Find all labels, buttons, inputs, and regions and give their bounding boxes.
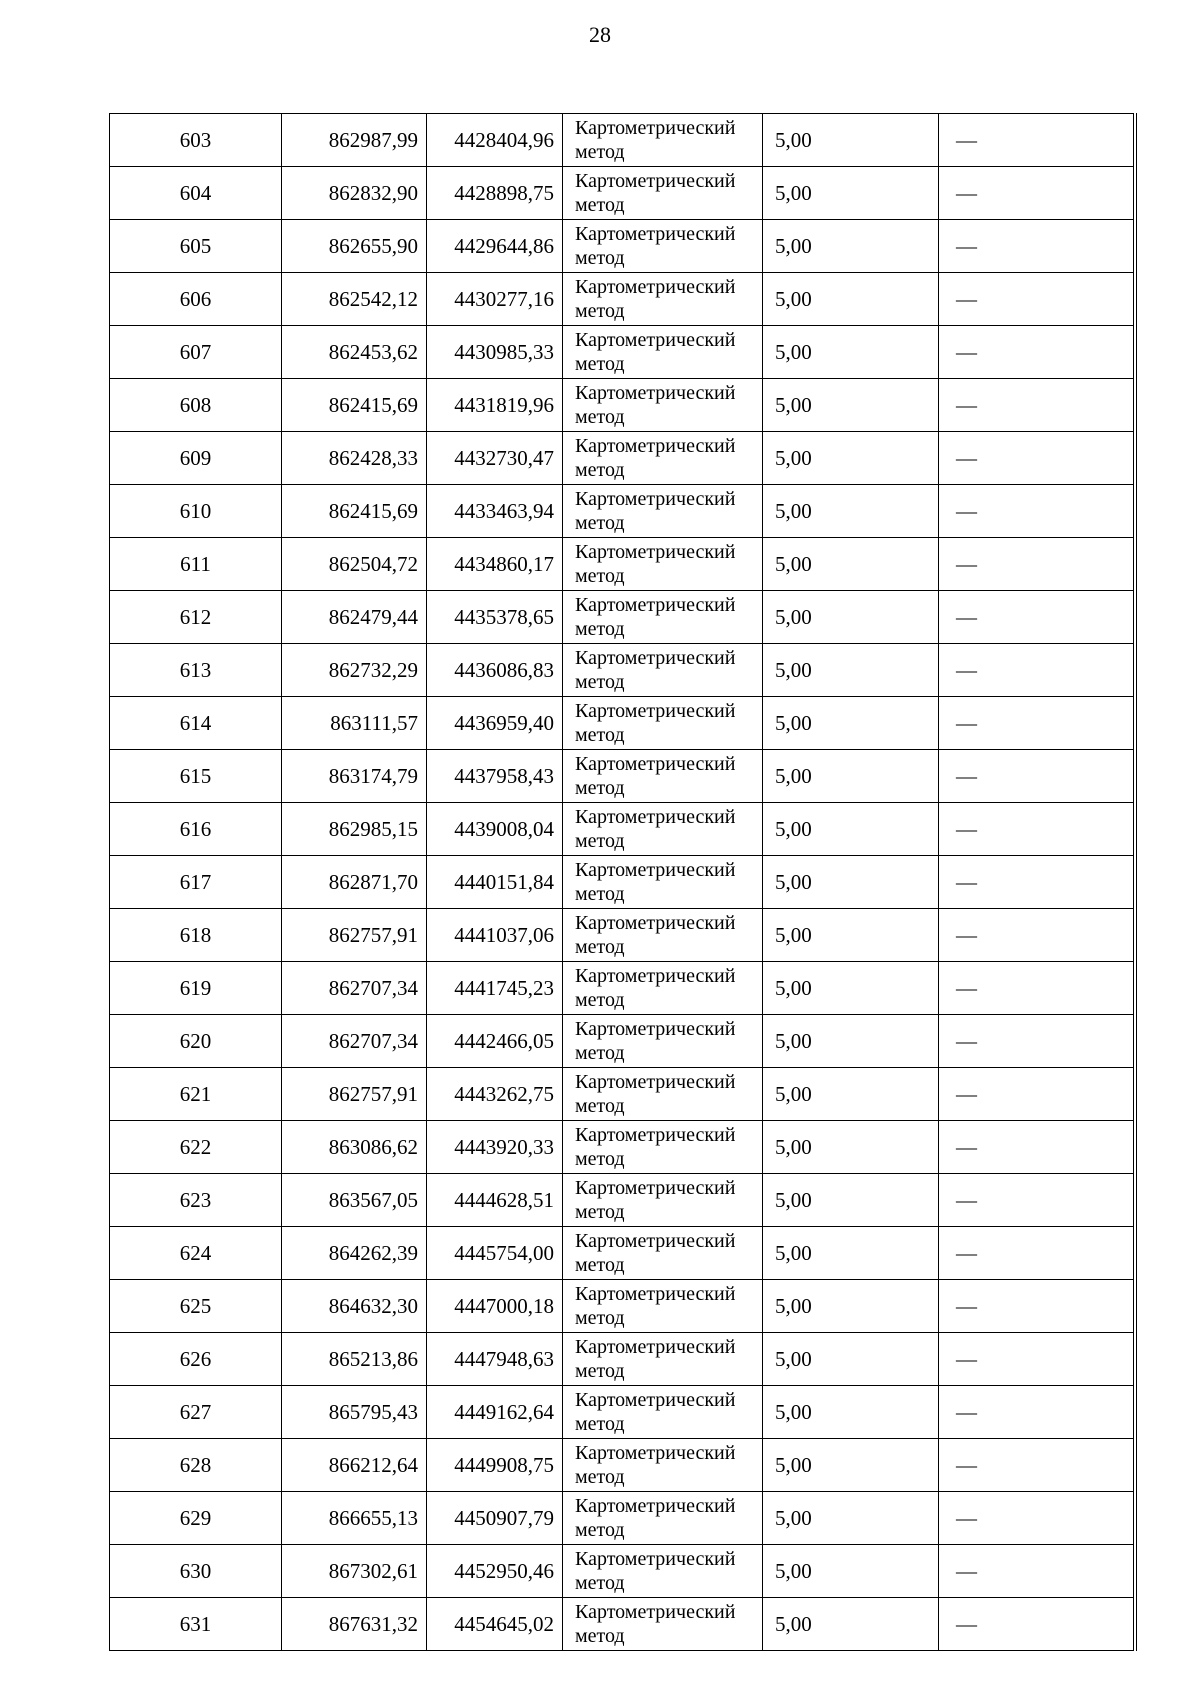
method-line-2: метод <box>575 353 625 375</box>
method-line-2: метод <box>575 883 625 905</box>
x-coordinate-cell: 862415,69 <box>282 485 427 538</box>
x-coordinate-cell: 862871,70 <box>282 856 427 909</box>
point-number-cell: 605 <box>110 220 282 273</box>
accuracy-cell: 5,00 <box>763 803 939 856</box>
y-coordinate-cell: 4430277,16 <box>427 273 563 326</box>
method-line-1: Картометрический <box>575 1336 736 1358</box>
note-cell: — <box>939 1068 1135 1121</box>
point-number-cell: 612 <box>110 591 282 644</box>
method-cell <box>563 697 763 750</box>
note-cell: — <box>939 1280 1135 1333</box>
method-line-2: метод <box>575 406 625 428</box>
method-line-1: Картометрический <box>575 382 736 404</box>
method-cell <box>563 432 763 485</box>
x-coordinate-cell: 862985,15 <box>282 803 427 856</box>
point-number-cell: 631 <box>110 1598 282 1651</box>
accuracy-cell: 5,00 <box>763 591 939 644</box>
method-cell <box>563 1280 763 1333</box>
x-coordinate-cell: 864262,39 <box>282 1227 427 1280</box>
note-cell: — <box>939 1439 1135 1492</box>
accuracy-cell: 5,00 <box>763 326 939 379</box>
y-coordinate-cell: 4447000,18 <box>427 1280 563 1333</box>
y-coordinate-cell: 4445754,00 <box>427 1227 563 1280</box>
point-number-cell: 613 <box>110 644 282 697</box>
y-coordinate-cell: 4443920,33 <box>427 1121 563 1174</box>
table-row <box>110 1174 1135 1227</box>
point-number-cell: 607 <box>110 326 282 379</box>
method-line-2: метод <box>575 247 625 269</box>
method-line-2: метод <box>575 830 625 852</box>
method-cell <box>563 856 763 909</box>
method-cell <box>563 1598 763 1651</box>
y-coordinate-cell: 4449162,64 <box>427 1386 563 1439</box>
method-line-1: Картометрический <box>575 276 736 298</box>
method-cell <box>563 114 763 167</box>
point-number-cell: 625 <box>110 1280 282 1333</box>
method-cell <box>563 1492 763 1545</box>
table-row <box>110 697 1135 750</box>
point-number-cell: 624 <box>110 1227 282 1280</box>
note-cell: — <box>939 485 1135 538</box>
method-line-1: Картометрический <box>575 1601 736 1623</box>
x-coordinate-cell: 862453,62 <box>282 326 427 379</box>
y-coordinate-cell: 4433463,94 <box>427 485 563 538</box>
method-line-2: метод <box>575 1360 625 1382</box>
method-cell <box>563 1333 763 1386</box>
x-coordinate-cell: 862542,12 <box>282 273 427 326</box>
accuracy-cell: 5,00 <box>763 1015 939 1068</box>
method-line-1: Картометрический <box>575 1177 736 1199</box>
table-row <box>110 379 1135 432</box>
method-line-2: метод <box>575 141 625 163</box>
note-cell: — <box>939 909 1135 962</box>
note-cell: — <box>939 1121 1135 1174</box>
method-line-1: Картометрический <box>575 117 736 139</box>
y-coordinate-cell: 4444628,51 <box>427 1174 563 1227</box>
accuracy-cell: 5,00 <box>763 1598 939 1651</box>
x-coordinate-cell: 866212,64 <box>282 1439 427 1492</box>
y-coordinate-cell: 4430985,33 <box>427 326 563 379</box>
method-line-1: Картометрический <box>575 1018 736 1040</box>
note-cell: — <box>939 1545 1135 1598</box>
method-cell <box>563 1068 763 1121</box>
accuracy-cell: 5,00 <box>763 538 939 591</box>
note-cell: — <box>939 962 1135 1015</box>
y-coordinate-cell: 4434860,17 <box>427 538 563 591</box>
note-cell: — <box>939 644 1135 697</box>
method-line-2: метод <box>575 1519 625 1541</box>
table-row <box>110 1439 1135 1492</box>
method-cell <box>563 538 763 591</box>
point-number-cell: 606 <box>110 273 282 326</box>
method-line-2: метод <box>575 936 625 958</box>
point-number-cell: 608 <box>110 379 282 432</box>
table-row <box>110 1068 1135 1121</box>
accuracy-cell: 5,00 <box>763 220 939 273</box>
note-cell: — <box>939 1227 1135 1280</box>
point-number-cell: 609 <box>110 432 282 485</box>
note-cell: — <box>939 1598 1135 1651</box>
y-coordinate-cell: 4431819,96 <box>427 379 563 432</box>
method-line-1: Картометрический <box>575 170 736 192</box>
method-cell <box>563 1545 763 1598</box>
table-row <box>110 220 1135 273</box>
x-coordinate-cell: 865213,86 <box>282 1333 427 1386</box>
method-line-2: метод <box>575 512 625 534</box>
method-cell <box>563 962 763 1015</box>
y-coordinate-cell: 4443262,75 <box>427 1068 563 1121</box>
x-coordinate-cell: 863111,57 <box>282 697 427 750</box>
method-line-1: Картометрический <box>575 223 736 245</box>
accuracy-cell: 5,00 <box>763 1545 939 1598</box>
method-cell <box>563 909 763 962</box>
method-line-2: метод <box>575 1042 625 1064</box>
method-cell <box>563 644 763 697</box>
note-cell: — <box>939 856 1135 909</box>
coordinates-table <box>109 113 1137 1651</box>
method-line-2: метод <box>575 1572 625 1594</box>
method-line-1: Картометрический <box>575 541 736 563</box>
table-row <box>110 750 1135 803</box>
accuracy-cell: 5,00 <box>763 1174 939 1227</box>
y-coordinate-cell: 4442466,05 <box>427 1015 563 1068</box>
accuracy-cell: 5,00 <box>763 909 939 962</box>
method-line-1: Картометрический <box>575 1230 736 1252</box>
x-coordinate-cell: 862504,72 <box>282 538 427 591</box>
table-row <box>110 962 1135 1015</box>
method-line-1: Картометрический <box>575 594 736 616</box>
method-line-2: метод <box>575 1148 625 1170</box>
x-coordinate-cell: 862832,90 <box>282 167 427 220</box>
y-coordinate-cell: 4450907,79 <box>427 1492 563 1545</box>
x-coordinate-cell: 862987,99 <box>282 114 427 167</box>
method-line-2: метод <box>575 989 625 1011</box>
note-cell: — <box>939 1015 1135 1068</box>
accuracy-cell: 5,00 <box>763 1280 939 1333</box>
method-cell <box>563 1174 763 1227</box>
table-row <box>110 273 1135 326</box>
method-line-2: метод <box>575 671 625 693</box>
note-cell: — <box>939 273 1135 326</box>
point-number-cell: 620 <box>110 1015 282 1068</box>
x-coordinate-cell: 863174,79 <box>282 750 427 803</box>
point-number-cell: 628 <box>110 1439 282 1492</box>
method-line-1: Картометрический <box>575 1124 736 1146</box>
method-cell <box>563 1386 763 1439</box>
method-cell <box>563 1439 763 1492</box>
method-line-1: Картометрический <box>575 700 736 722</box>
point-number-cell: 623 <box>110 1174 282 1227</box>
method-line-1: Картометрический <box>575 647 736 669</box>
accuracy-cell: 5,00 <box>763 697 939 750</box>
accuracy-cell: 5,00 <box>763 114 939 167</box>
point-number-cell: 621 <box>110 1068 282 1121</box>
method-line-1: Картометрический <box>575 1548 736 1570</box>
table-row <box>110 644 1135 697</box>
note-cell: — <box>939 1492 1135 1545</box>
x-coordinate-cell: 865795,43 <box>282 1386 427 1439</box>
note-cell: — <box>939 220 1135 273</box>
point-number-cell: 627 <box>110 1386 282 1439</box>
accuracy-cell: 5,00 <box>763 1227 939 1280</box>
method-cell <box>563 485 763 538</box>
method-line-1: Картометрический <box>575 1071 736 1093</box>
method-line-2: метод <box>575 1413 625 1435</box>
point-number-cell: 604 <box>110 167 282 220</box>
point-number-cell: 615 <box>110 750 282 803</box>
method-cell <box>563 1121 763 1174</box>
y-coordinate-cell: 4429644,86 <box>427 220 563 273</box>
table-row <box>110 538 1135 591</box>
y-coordinate-cell: 4436959,40 <box>427 697 563 750</box>
accuracy-cell: 5,00 <box>763 1068 939 1121</box>
note-cell: — <box>939 591 1135 644</box>
method-cell <box>563 379 763 432</box>
point-number-cell: 629 <box>110 1492 282 1545</box>
method-line-1: Картометрический <box>575 1442 736 1464</box>
note-cell: — <box>939 538 1135 591</box>
y-coordinate-cell: 4428898,75 <box>427 167 563 220</box>
table-row <box>110 1333 1135 1386</box>
x-coordinate-cell: 862757,91 <box>282 1068 427 1121</box>
point-number-cell: 617 <box>110 856 282 909</box>
accuracy-cell: 5,00 <box>763 962 939 1015</box>
method-line-1: Картометрический <box>575 753 736 775</box>
method-line-2: метод <box>575 194 625 216</box>
accuracy-cell: 5,00 <box>763 379 939 432</box>
x-coordinate-cell: 866655,13 <box>282 1492 427 1545</box>
accuracy-cell: 5,00 <box>763 750 939 803</box>
method-line-2: метод <box>575 1625 625 1647</box>
table-row <box>110 909 1135 962</box>
method-line-1: Картометрический <box>575 435 736 457</box>
point-number-cell: 619 <box>110 962 282 1015</box>
method-line-1: Картометрический <box>575 806 736 828</box>
note-cell: — <box>939 1333 1135 1386</box>
x-coordinate-cell: 862707,34 <box>282 1015 427 1068</box>
method-cell <box>563 273 763 326</box>
accuracy-cell: 5,00 <box>763 1386 939 1439</box>
y-coordinate-cell: 4449908,75 <box>427 1439 563 1492</box>
method-line-2: метод <box>575 1466 625 1488</box>
point-number-cell: 616 <box>110 803 282 856</box>
y-coordinate-cell: 4432730,47 <box>427 432 563 485</box>
table-row <box>110 114 1135 167</box>
y-coordinate-cell: 4441745,23 <box>427 962 563 1015</box>
note-cell: — <box>939 326 1135 379</box>
point-number-cell: 630 <box>110 1545 282 1598</box>
accuracy-cell: 5,00 <box>763 485 939 538</box>
accuracy-cell: 5,00 <box>763 432 939 485</box>
point-number-cell: 622 <box>110 1121 282 1174</box>
y-coordinate-cell: 4439008,04 <box>427 803 563 856</box>
table-row <box>110 591 1135 644</box>
x-coordinate-cell: 863086,62 <box>282 1121 427 1174</box>
table-row <box>110 1015 1135 1068</box>
note-cell: — <box>939 803 1135 856</box>
coordinates-table-body <box>110 114 1135 1651</box>
note-cell: — <box>939 432 1135 485</box>
method-line-2: метод <box>575 724 625 746</box>
table-row <box>110 1386 1135 1439</box>
y-coordinate-cell: 4447948,63 <box>427 1333 563 1386</box>
accuracy-cell: 5,00 <box>763 1121 939 1174</box>
method-cell <box>563 1227 763 1280</box>
method-line-1: Картометрический <box>575 1389 736 1411</box>
method-line-2: метод <box>575 1307 625 1329</box>
note-cell: — <box>939 1386 1135 1439</box>
method-line-1: Картометрический <box>575 1283 736 1305</box>
note-cell: — <box>939 114 1135 167</box>
table-row <box>110 485 1135 538</box>
method-line-2: метод <box>575 1254 625 1276</box>
note-cell: — <box>939 1174 1135 1227</box>
x-coordinate-cell: 862479,44 <box>282 591 427 644</box>
method-line-1: Картометрический <box>575 329 736 351</box>
table-row <box>110 1545 1135 1598</box>
table-row <box>110 1121 1135 1174</box>
table-row <box>110 167 1135 220</box>
x-coordinate-cell: 862757,91 <box>282 909 427 962</box>
method-cell <box>563 803 763 856</box>
method-cell <box>563 220 763 273</box>
y-coordinate-cell: 4436086,83 <box>427 644 563 697</box>
method-line-1: Картометрический <box>575 965 736 987</box>
method-cell <box>563 167 763 220</box>
x-coordinate-cell: 862428,33 <box>282 432 427 485</box>
point-number-cell: 610 <box>110 485 282 538</box>
y-coordinate-cell: 4435378,65 <box>427 591 563 644</box>
table-row <box>110 1492 1135 1545</box>
method-line-2: метод <box>575 300 625 322</box>
method-line-2: метод <box>575 459 625 481</box>
x-coordinate-cell: 867302,61 <box>282 1545 427 1598</box>
method-line-1: Картометрический <box>575 1495 736 1517</box>
point-number-cell: 614 <box>110 697 282 750</box>
accuracy-cell: 5,00 <box>763 1439 939 1492</box>
accuracy-cell: 5,00 <box>763 856 939 909</box>
point-number-cell: 618 <box>110 909 282 962</box>
method-line-2: метод <box>575 565 625 587</box>
method-cell <box>563 591 763 644</box>
method-cell <box>563 750 763 803</box>
x-coordinate-cell: 867631,32 <box>282 1598 427 1651</box>
x-coordinate-cell: 863567,05 <box>282 1174 427 1227</box>
table-row <box>110 856 1135 909</box>
point-number-cell: 603 <box>110 114 282 167</box>
x-coordinate-cell: 864632,30 <box>282 1280 427 1333</box>
accuracy-cell: 5,00 <box>763 1333 939 1386</box>
table-row <box>110 1598 1135 1651</box>
method-line-2: метод <box>575 777 625 799</box>
note-cell: — <box>939 167 1135 220</box>
accuracy-cell: 5,00 <box>763 273 939 326</box>
note-cell: — <box>939 379 1135 432</box>
method-line-1: Картометрический <box>575 859 736 881</box>
y-coordinate-cell: 4428404,96 <box>427 114 563 167</box>
x-coordinate-cell: 862415,69 <box>282 379 427 432</box>
table-row <box>110 1280 1135 1333</box>
point-number-cell: 626 <box>110 1333 282 1386</box>
method-line-2: метод <box>575 1201 625 1223</box>
method-line-1: Картометрический <box>575 488 736 510</box>
page-number: 28 <box>589 22 611 47</box>
method-cell <box>563 1015 763 1068</box>
table-row <box>110 803 1135 856</box>
y-coordinate-cell: 4437958,43 <box>427 750 563 803</box>
accuracy-cell: 5,00 <box>763 644 939 697</box>
note-cell: — <box>939 750 1135 803</box>
method-line-2: метод <box>575 618 625 640</box>
method-cell <box>563 326 763 379</box>
y-coordinate-cell: 4452950,46 <box>427 1545 563 1598</box>
note-cell: — <box>939 697 1135 750</box>
y-coordinate-cell: 4441037,06 <box>427 909 563 962</box>
table-row <box>110 1227 1135 1280</box>
point-number-cell: 611 <box>110 538 282 591</box>
x-coordinate-cell: 862655,90 <box>282 220 427 273</box>
table-row <box>110 432 1135 485</box>
table-row <box>110 326 1135 379</box>
accuracy-cell: 5,00 <box>763 167 939 220</box>
method-line-1: Картометрический <box>575 912 736 934</box>
accuracy-cell: 5,00 <box>763 1492 939 1545</box>
x-coordinate-cell: 862732,29 <box>282 644 427 697</box>
x-coordinate-cell: 862707,34 <box>282 962 427 1015</box>
y-coordinate-cell: 4440151,84 <box>427 856 563 909</box>
coordinates-table-wrapper <box>109 113 1137 1651</box>
y-coordinate-cell: 4454645,02 <box>427 1598 563 1651</box>
method-line-2: метод <box>575 1095 625 1117</box>
